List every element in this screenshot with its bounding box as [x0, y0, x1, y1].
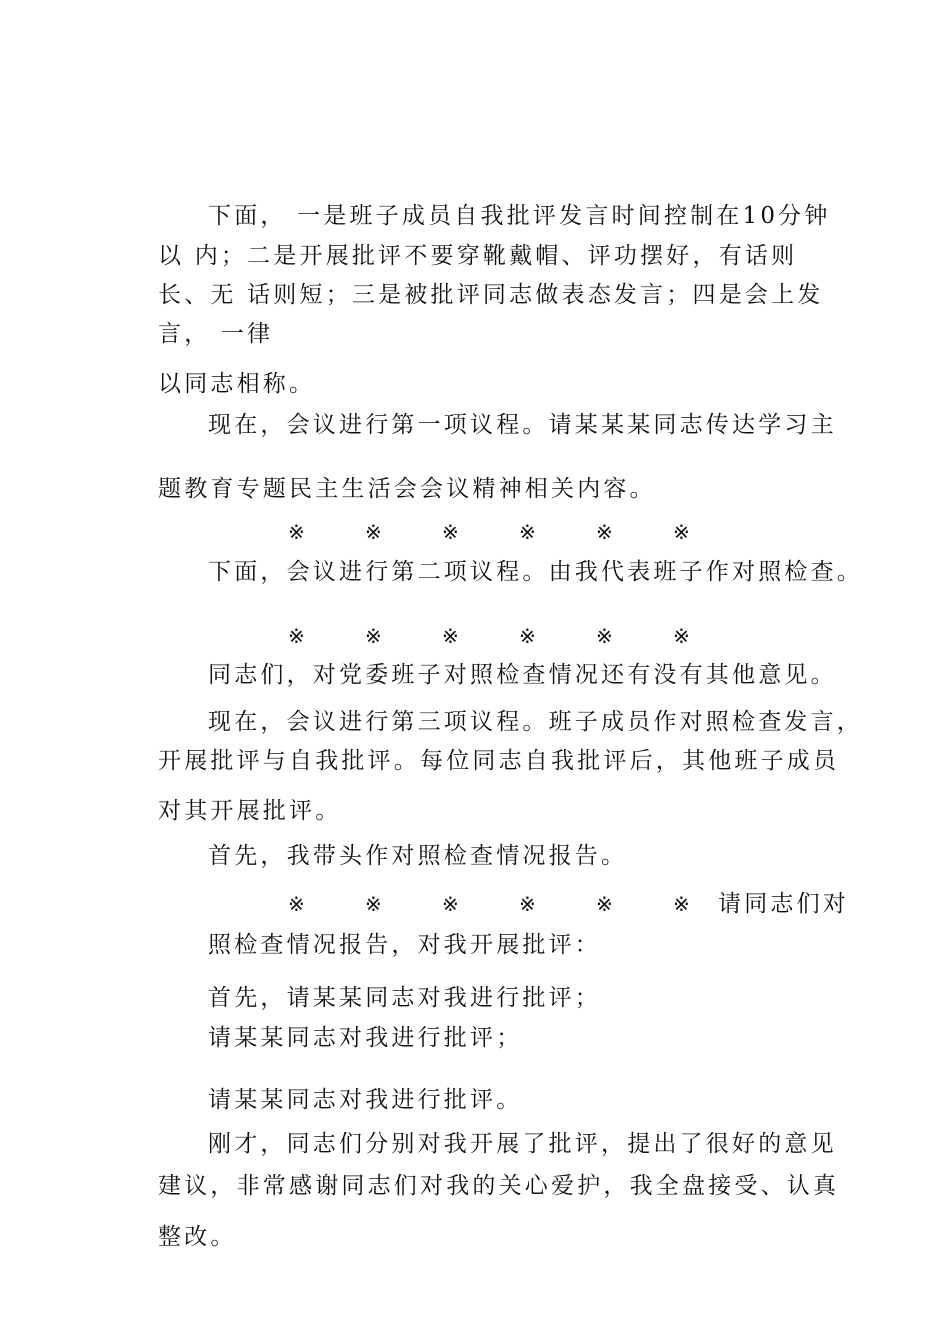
separator-mark: ※ [519, 624, 536, 648]
separator-mark: ※ [673, 520, 690, 544]
separator-mark: ※ [365, 520, 382, 544]
separator-mark: ※ [442, 624, 459, 648]
separator-mark: ※ [596, 520, 613, 544]
separator-mark: ※ [288, 892, 305, 916]
separator-row-2 [288, 620, 750, 652]
agenda-item-1-line-2: 题教育专题民主生活会会议精神相关内容。 [158, 476, 656, 502]
paragraph-rules-line-2: 以 内；二是开展批评不要穿靴戴帽、评功摆好，有话则 [158, 243, 798, 269]
separator-mark: ※ [519, 520, 536, 544]
closing-line-3: 整改。 [158, 1224, 237, 1250]
separator-mark: ※ [596, 624, 613, 648]
criticism-order-line-2: 请某某同志对我进行批评； [208, 1025, 523, 1051]
opinion-question-line: 同志们，对党委班子对照检查情况还有没有其他意见。 [208, 662, 837, 688]
paragraph-rules-line-5: 以同志相称。 [158, 371, 316, 397]
separator-mark: ※ [288, 520, 305, 544]
paragraph-rules-line-1: 下面， 一是班子成员自我批评发言时间控制在10分钟 [208, 203, 831, 229]
paragraph-rules-line-4: 言， 一律 [158, 321, 274, 347]
separator-mark: ※ [596, 892, 613, 916]
agenda-item-3-line-3: 对其开展批评。 [158, 798, 342, 824]
separator-row-3 [288, 888, 750, 920]
separator-row-1 [288, 516, 750, 548]
separator-mark: ※ [673, 624, 690, 648]
criticism-request-line-2: 照检查情况报告，对我开展批评： [208, 932, 601, 958]
separator-mark: ※ [365, 624, 382, 648]
separator-mark: ※ [288, 624, 305, 648]
criticism-order-line-1: 首先，请某某同志对我进行批评； [208, 985, 601, 1011]
agenda-item-3-line-2: 开展批评与自我批评。每位同志自我批评后，其他班子成员 [158, 748, 840, 774]
separator-mark: ※ [519, 892, 536, 916]
agenda-item-2-line-1: 下面，会议进行第二项议程。由我代表班子作对照检查。 [208, 559, 863, 585]
separator-mark: ※ [442, 520, 459, 544]
separator-mark: ※ [673, 892, 690, 916]
paragraph-rules-line-3: 长、无 话则短；三是被批评同志做表态发言；四是会上发 [158, 282, 824, 308]
criticism-request-line-1: 请同志们对 [718, 891, 849, 917]
closing-line-2: 建议，非常感谢同志们对我的关心爱护，我全盘接受、认真 [158, 1173, 840, 1199]
self-report-line: 首先，我带头作对照检查情况报告。 [208, 843, 628, 869]
closing-line-1: 刚才，同志们分别对我开展了批评，提出了很好的意见 [208, 1131, 837, 1157]
criticism-order-line-3: 请某某同志对我进行批评。 [208, 1087, 523, 1113]
agenda-item-1-line-1: 现在，会议进行第一项议程。请某某某同志传达学习主 [208, 412, 837, 438]
separator-mark: ※ [365, 892, 382, 916]
separator-mark: ※ [442, 892, 459, 916]
agenda-item-3-line-1: 现在，会议进行第三项议程。班子成员作对照检查发言， [208, 709, 863, 735]
